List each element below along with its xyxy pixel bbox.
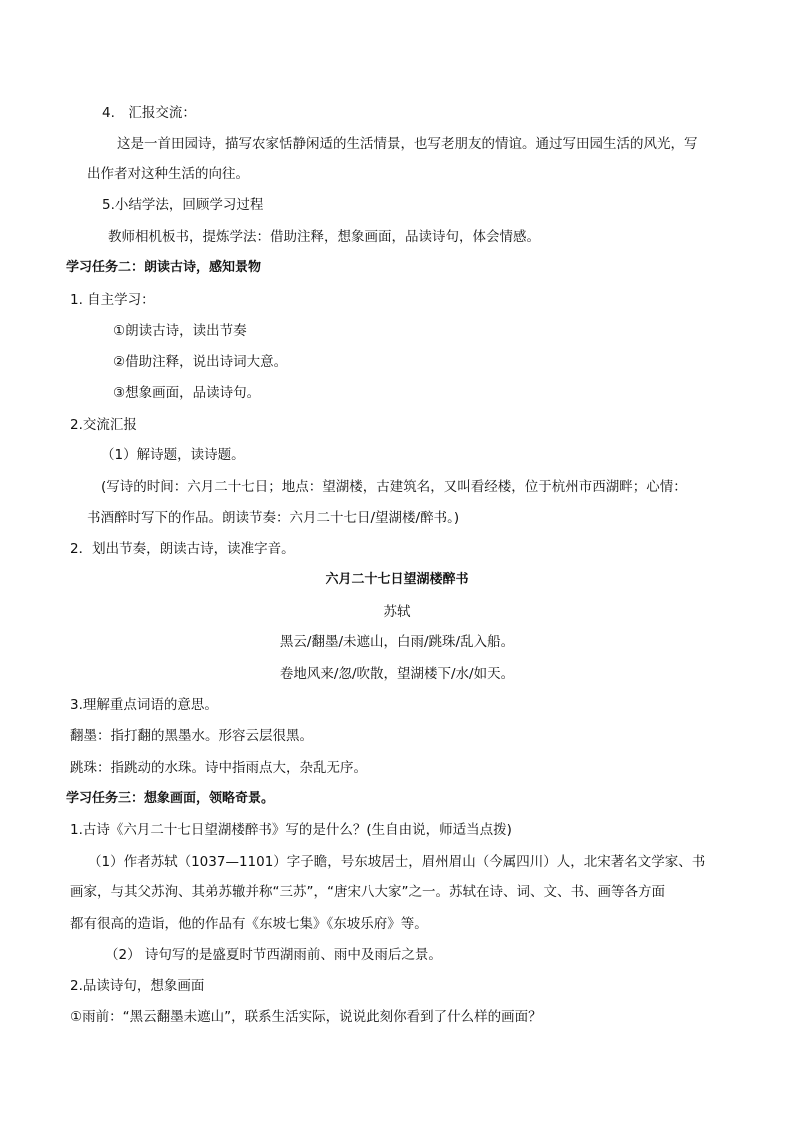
paragraph-line: （1）解诗题，读诗题。	[101, 447, 245, 463]
paragraph-line: 书酒醉时写下的作品。朗读节奏：六月二十七日/望湖楼/醉书。)	[87, 510, 460, 526]
paragraph-line: 这是一首田园诗，描写农家恬静闲适的生活情景，也写老朋友的情谊。通过写田园生活的风光，写	[117, 136, 698, 152]
poem-line: 黑云/翻墨/未遮山，白雨/跳珠/乱入船。	[279, 634, 515, 650]
poem-line: 卷地风来/忽/吹散，望湖楼下/水/如天。	[279, 666, 515, 682]
list-item: ②借助注释，说出诗词大意。	[113, 354, 288, 370]
paragraph-line: （2） 诗句写的是盛夏时节西湖雨前、雨中及雨后之景。	[105, 947, 442, 963]
poem-author: 苏轼	[383, 604, 411, 620]
section-heading: 2．划出节奏，朗读古诗，读准字音。	[70, 541, 295, 557]
list-item: ③想象画面，品读诗句。	[113, 385, 261, 401]
paragraph-line: 跳珠：指跳动的水珠。诗中指雨点大，杂乱无序。	[70, 760, 367, 776]
list-item: ①朗读古诗，读出节奏	[113, 323, 247, 339]
section-heading: 1. 自主学习：	[70, 292, 155, 308]
paragraph-line: 出作者对这种生活的向往。	[87, 166, 249, 182]
section-heading: 5.小结学法，回顾学习过程	[102, 197, 264, 213]
paragraph-line: （1）作者苏轼（1037—1101）字子瞻，号东坡居士，眉州眉山（今属四川）人，北宋著名文学家、书	[88, 854, 706, 870]
section-heading: 1.古诗《六月二十七日望湖楼醉书》写的是什么？(生自由说，师适当点拨)	[70, 822, 512, 838]
paragraph-line: ①雨前：“黑云翻墨未遮山”，联系生活实际，说说此刻你看到了什么样的画面？	[70, 1009, 542, 1025]
paragraph-line: 翻墨：指打翻的黑墨水。形容云层很黑。	[70, 728, 313, 744]
paragraph-line: 都有很高的造诣，他的作品有《东坡七集》《东坡乐府》等。	[70, 916, 428, 932]
section-heading: 2.交流汇报	[70, 417, 137, 433]
section-heading: 3.理解重点词语的意思。	[70, 697, 218, 713]
poem-title: 六月二十七日望湖楼醉书	[325, 572, 469, 587]
paragraph-line: 教师相机板书，提炼学法：借助注释，想象画面，品读诗句，体会情感。	[108, 229, 540, 245]
paragraph-line: 画家，与其父苏洵、其弟苏辙并称“三苏”，“唐宋八大家”之一。苏轼在诗、词、文、书、画等各方面	[70, 884, 665, 900]
task-heading: 学习任务三：想象画面，领略奇景。	[66, 791, 275, 806]
section-heading: 4. 汇报交流：	[102, 105, 196, 121]
task-heading: 学习任务二：朗读古诗，感知景物	[66, 260, 262, 275]
paragraph-line: (写诗的时间：六月二十七日；地点：望湖楼，古建筑名，又叫看经楼，位于杭州市西湖畔；心情：	[101, 479, 687, 495]
section-heading: 2.品读诗句，想象画面	[70, 978, 205, 994]
